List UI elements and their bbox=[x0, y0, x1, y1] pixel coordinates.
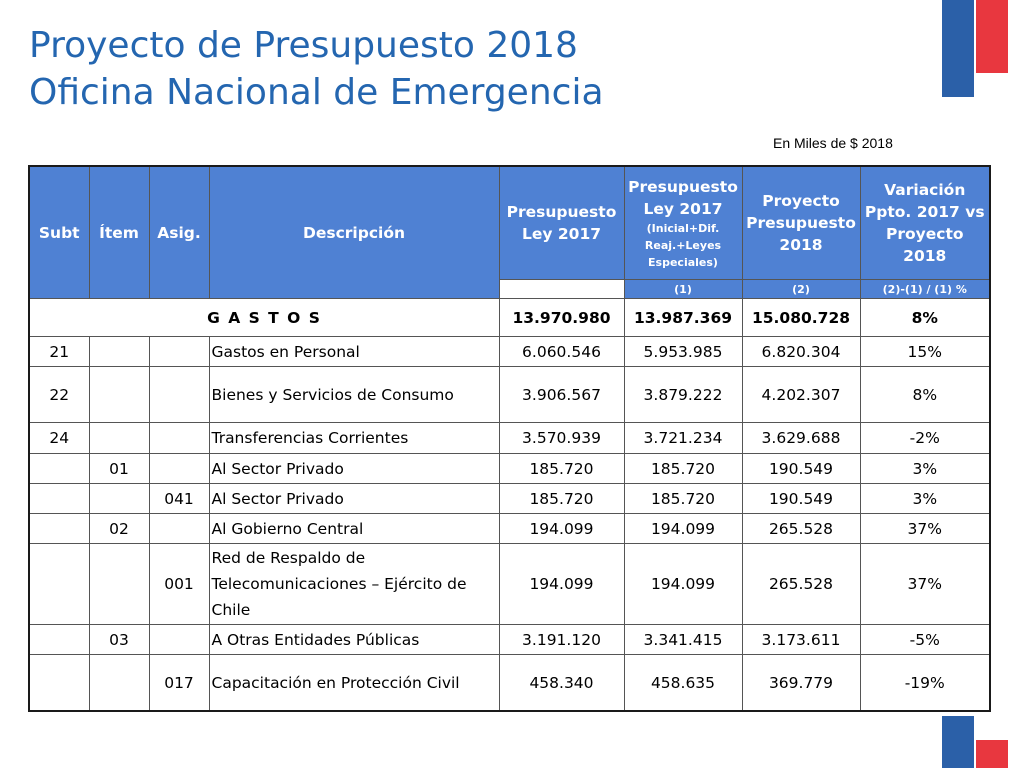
table-row bbox=[29, 544, 990, 625]
cell-proyecto: 265.528 bbox=[742, 514, 860, 544]
cell-item: 01 bbox=[89, 454, 149, 484]
unit-note: En Miles de $ 2018 bbox=[773, 135, 893, 151]
col-header-item: Ítem bbox=[89, 166, 149, 299]
cell-subt bbox=[29, 655, 89, 712]
cell-item bbox=[89, 544, 149, 625]
flag-blue-stripe bbox=[942, 0, 974, 97]
col-subheader-blank bbox=[499, 280, 624, 299]
cell-ley: 3.570.939 bbox=[499, 423, 624, 454]
col-header-variacion: Variación Ppto. 2017 vs Proyecto 2018 bbox=[860, 166, 990, 280]
cell-ley: 3.906.567 bbox=[499, 367, 624, 423]
cell-proyecto: 4.202.307 bbox=[742, 367, 860, 423]
gastos-ley-mod: 13.987.369 bbox=[624, 299, 742, 337]
cell-item bbox=[89, 423, 149, 454]
col-header-ley2017-mod bbox=[624, 166, 742, 280]
table-row bbox=[29, 367, 990, 423]
col-subheader-ref-1: (1) bbox=[624, 280, 742, 299]
cell-subt bbox=[29, 484, 89, 514]
cell-ley-mod: 185.720 bbox=[624, 454, 742, 484]
cell-ley-mod: 458.635 bbox=[624, 655, 742, 712]
cell-asig: 001 bbox=[149, 544, 209, 625]
cell-asig: 041 bbox=[149, 484, 209, 514]
table-row bbox=[29, 484, 990, 514]
cell-ley-mod: 185.720 bbox=[624, 484, 742, 514]
cell-desc: Al Gobierno Central bbox=[209, 514, 499, 544]
cell-proyecto: 3.173.611 bbox=[742, 625, 860, 655]
cell-var: 15% bbox=[860, 337, 990, 367]
cell-asig bbox=[149, 514, 209, 544]
cell-desc: Transferencias Corrientes bbox=[209, 423, 499, 454]
cell-subt bbox=[29, 544, 89, 625]
cell-desc: Al Sector Privado bbox=[209, 484, 499, 514]
cell-var: 3% bbox=[860, 484, 990, 514]
col-header-ley2017-mod-label: Presupuesto Ley 2017 bbox=[628, 177, 738, 218]
col-header-ley2017-mod-note: (Inicial+Dif. Reaj.+Leyes Especiales) bbox=[644, 221, 722, 269]
cell-subt bbox=[29, 454, 89, 484]
cell-asig bbox=[149, 454, 209, 484]
gastos-proyecto: 15.080.728 bbox=[742, 299, 860, 337]
cell-var: -19% bbox=[860, 655, 990, 712]
cell-ley: 185.720 bbox=[499, 454, 624, 484]
cell-var: -5% bbox=[860, 625, 990, 655]
cell-ley-mod: 3.879.222 bbox=[624, 367, 742, 423]
page-title-line-1: Proyecto de Presupuesto 2018 bbox=[29, 25, 578, 66]
col-header-proyecto2018: Proyecto Presupuesto 2018 bbox=[742, 166, 860, 280]
cell-ley-mod: 5.953.985 bbox=[624, 337, 742, 367]
cell-subt: 24 bbox=[29, 423, 89, 454]
cell-subt: 21 bbox=[29, 337, 89, 367]
cell-var: 8% bbox=[860, 367, 990, 423]
col-subheader-formula: (2)-(1) / (1) % bbox=[860, 280, 990, 299]
cell-subt bbox=[29, 625, 89, 655]
gastos-total-row bbox=[29, 299, 990, 337]
cell-proyecto: 190.549 bbox=[742, 484, 860, 514]
cell-desc: A Otras Entidades Públicas bbox=[209, 625, 499, 655]
page-title bbox=[29, 22, 604, 116]
cell-subt: 22 bbox=[29, 367, 89, 423]
gastos-variacion: 8% bbox=[860, 299, 990, 337]
cell-item: 02 bbox=[89, 514, 149, 544]
cell-proyecto: 369.779 bbox=[742, 655, 860, 712]
flag-red-stripe-bottom bbox=[976, 740, 1008, 768]
cell-ley: 3.191.120 bbox=[499, 625, 624, 655]
table-row bbox=[29, 514, 990, 544]
flag-blue-stripe-bottom bbox=[942, 716, 974, 768]
cell-item bbox=[89, 655, 149, 712]
cell-var: 3% bbox=[860, 454, 990, 484]
table-row bbox=[29, 337, 990, 367]
gastos-ley: 13.970.980 bbox=[499, 299, 624, 337]
cell-item bbox=[89, 484, 149, 514]
table-row bbox=[29, 454, 990, 484]
cell-ley: 6.060.546 bbox=[499, 337, 624, 367]
cell-proyecto: 265.528 bbox=[742, 544, 860, 625]
col-subheader-ref-2: (2) bbox=[742, 280, 860, 299]
budget-table bbox=[28, 165, 991, 712]
table-row bbox=[29, 655, 990, 712]
cell-var: 37% bbox=[860, 544, 990, 625]
cell-asig bbox=[149, 625, 209, 655]
cell-ley-mod: 3.341.415 bbox=[624, 625, 742, 655]
cell-item: 03 bbox=[89, 625, 149, 655]
cell-ley-mod: 3.721.234 bbox=[624, 423, 742, 454]
cell-item bbox=[89, 337, 149, 367]
cell-ley: 194.099 bbox=[499, 514, 624, 544]
cell-desc: Al Sector Privado bbox=[209, 454, 499, 484]
cell-item bbox=[89, 367, 149, 423]
table-header-row bbox=[29, 166, 990, 280]
cell-ley: 185.720 bbox=[499, 484, 624, 514]
cell-desc: Bienes y Servicios de Consumo bbox=[209, 367, 499, 423]
cell-proyecto: 3.629.688 bbox=[742, 423, 860, 454]
cell-ley-mod: 194.099 bbox=[624, 514, 742, 544]
cell-desc: Gastos en Personal bbox=[209, 337, 499, 367]
col-header-asig: Asig. bbox=[149, 166, 209, 299]
table-row bbox=[29, 423, 990, 454]
cell-asig bbox=[149, 367, 209, 423]
cell-asig bbox=[149, 337, 209, 367]
cell-proyecto: 190.549 bbox=[742, 454, 860, 484]
cell-ley-mod: 194.099 bbox=[624, 544, 742, 625]
cell-ley: 194.099 bbox=[499, 544, 624, 625]
cell-subt bbox=[29, 514, 89, 544]
table-row bbox=[29, 625, 990, 655]
page-title-line-2: Oficina Nacional de Emergencia bbox=[29, 72, 604, 113]
cell-asig: 017 bbox=[149, 655, 209, 712]
cell-var: -2% bbox=[860, 423, 990, 454]
cell-asig bbox=[149, 423, 209, 454]
cell-ley: 458.340 bbox=[499, 655, 624, 712]
cell-var: 37% bbox=[860, 514, 990, 544]
cell-proyecto: 6.820.304 bbox=[742, 337, 860, 367]
gastos-label: G A S T O S bbox=[29, 299, 499, 337]
col-header-subt: Subt bbox=[29, 166, 89, 299]
cell-desc: Capacitación en Protección Civil bbox=[209, 655, 499, 712]
col-header-ley2017: Presupuesto Ley 2017 bbox=[499, 166, 624, 280]
flag-red-stripe bbox=[976, 0, 1008, 73]
cell-desc: Red de Respaldo de Telecomunicaciones – Ejército de Chile bbox=[209, 544, 499, 625]
col-header-descripcion: Descripción bbox=[209, 166, 499, 299]
